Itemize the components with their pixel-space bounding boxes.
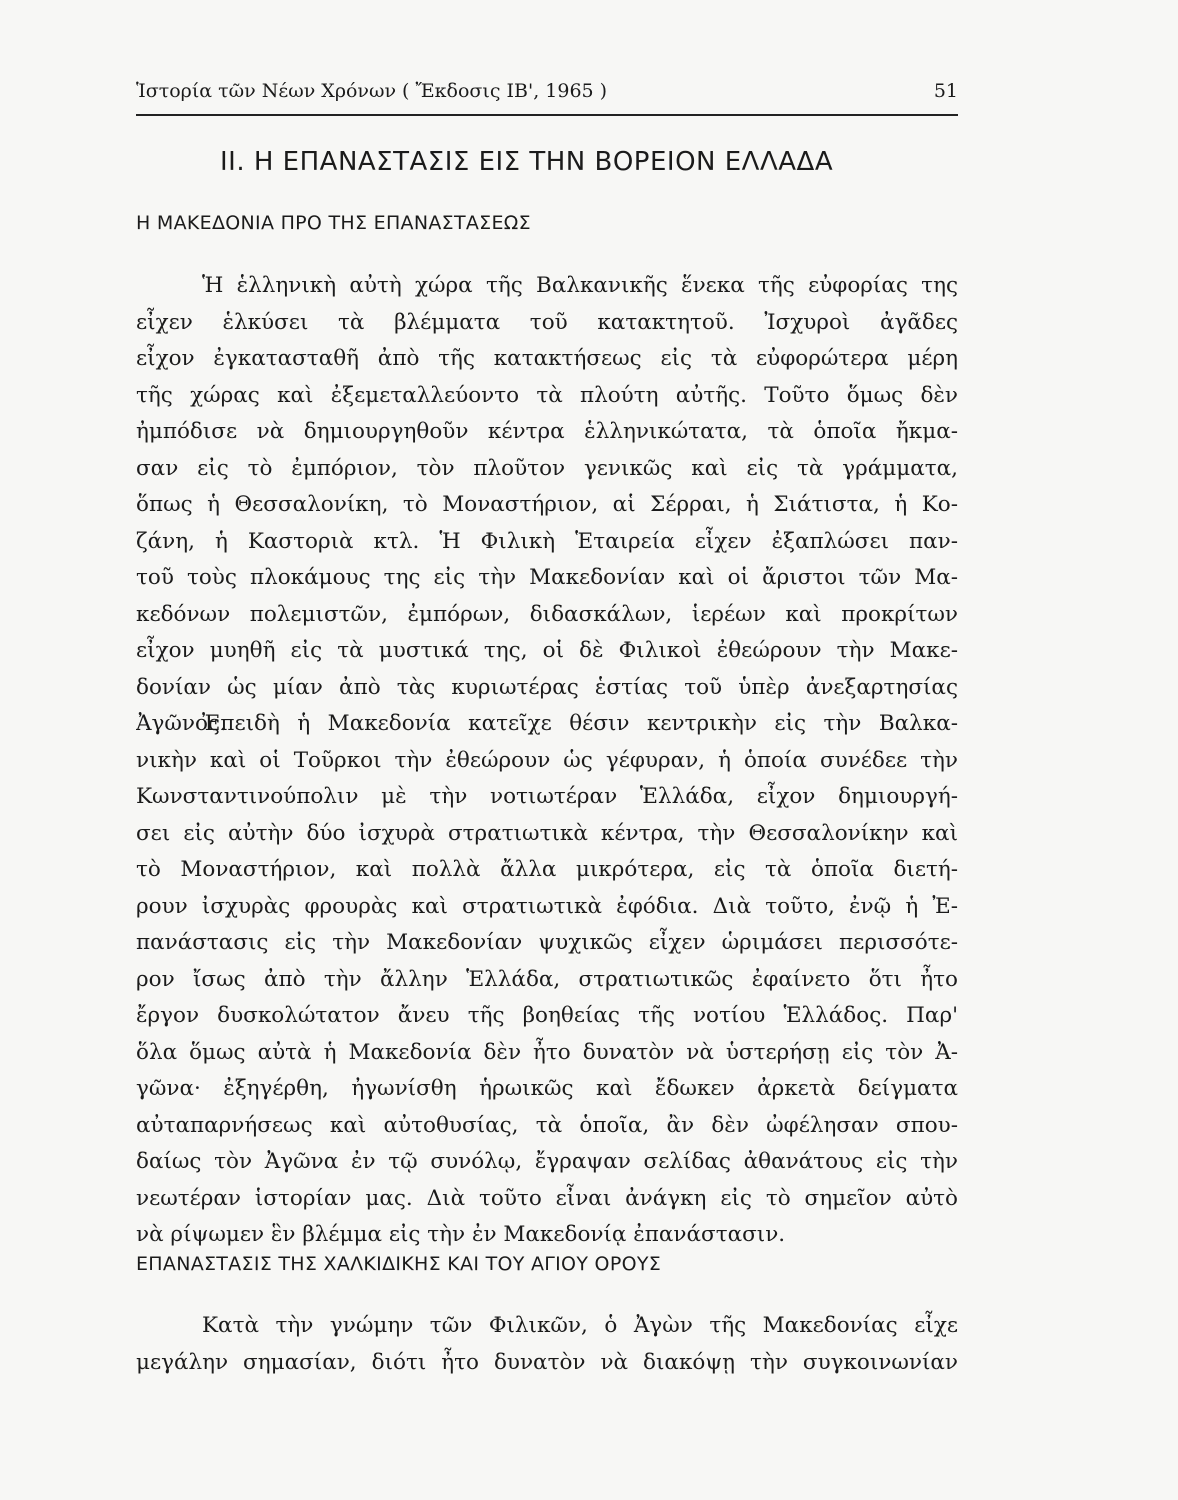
section-heading-chalkidiki: ΕΠΑΝΑΣΤΑΣΙΣ ΤΗΣ ΧΑΛΚΙΔΙΚΗΣ ΚΑΙ ΤΟΥ ΑΓΙΟΥ ΟΡΟΥΣ (136, 1253, 662, 1275)
text-line: ὅλα ὅμως αὐτὰ ἡ Μακεδονία δὲν ἦτο δυνατὸν νὰ ὑστερήσῃ εἰς τὸν Ἀ- (136, 1039, 958, 1065)
text-line: πανάστασις εἰς τὴν Μακεδονίαν ψυχικῶς εἶχεν ὡριμάσει περισσότε- (136, 930, 958, 955)
text-line: Κατὰ τὴν γνώμην τῶν Φιλικῶν, ὁ Ἀγὼν τῆς Μακεδονίας εἶχε (202, 1313, 958, 1338)
running-head (136, 80, 958, 110)
section-heading-macedonia: Η ΜΑΚΕΔΟΝΙΑ ΠΡΟ ΤΗΣ ΕΠΑΝΑΣΤΑΣΕΩΣ (136, 212, 531, 234)
text-line: αὐταπαρνήσεως καὶ αὐτοθυσίας, τὰ ὁποῖα, ἂν δὲν ὠφέλησαν σπου- (136, 1112, 958, 1138)
chapter-title: ΙΙ. Η ΕΠΑΝΑΣΤΑΣΙΣ ΕΙΣ ΤΗΝ ΒΟΡΕΙΟΝ ΕΛΛΑΔΑ (220, 147, 834, 177)
paragraph-1 (136, 268, 958, 743)
text-line: νικὴν καὶ οἱ Τοῦρκοι τὴν ἐθεώρουν ὡς γέφυραν, ἡ ὁποία συνέδεε τὴν (136, 747, 958, 773)
text-line: Κωνσταντινούπολιν μὲ τὴν νοτιωτέραν Ἑλλάδα, εἶχον δημιουργή- (136, 784, 958, 809)
text-line: ρον ἴσως ἀπὸ τὴν ἄλλην Ἑλλάδα, στρατιωτικῶς ἐφαίνετο ὅτι ἦτο (136, 966, 958, 992)
header-rule (136, 114, 958, 116)
text-line: μεγάλην σημασίαν, διότι ἦτο δυνατὸν νὰ διακόψῃ τὴν συγκοινωνίαν (136, 1349, 958, 1375)
text-line: νὰ ρίψωμεν ἓν βλέμμα εἰς τὴν ἐν Μακεδονίᾳ ἐπανάστασιν. (136, 1222, 786, 1247)
paragraph-2 (136, 706, 958, 1254)
text-line: κεδόνων πολεμιστῶν, ἐμπόρων, διδασκάλων, ἱερέων καὶ προκρίτων (136, 601, 958, 627)
text-line: ἔργον δυσκολώτατον ἄνευ τῆς βοηθείας τῆς νοτίου Ἑλλάδος. Παρ' (136, 1003, 958, 1028)
text-line: Ἐπειδὴ ἡ Μακεδονία κατεῖχε θέσιν κεντρικὴν εἰς τὴν Βαλκα- (202, 711, 958, 736)
paragraph-3 (136, 1308, 958, 1381)
text-line: τῆς χώρας καὶ ἐξεμεταλλεύοντο τὰ πλούτη αὐτῆς. Τοῦτο ὅμως δὲν (136, 382, 958, 408)
text-line: εἶχεν ἑλκύσει τὰ βλέμματα τοῦ κατακτητοῦ. Ἰσχυροὶ ἀγᾶδες (136, 309, 958, 335)
running-title: Ἱστορία τῶν Νέων Χρόνων ( Ἔκδοσις ΙΒ', 1965 ) (136, 80, 608, 102)
text-line: γῶνα· ἐξηγέρθη, ἠγωνίσθη ἡρωικῶς καὶ ἔδωκεν ἀρκετὰ δείγματα (136, 1076, 958, 1101)
page-number: 51 (933, 80, 958, 102)
text-line: σαν εἰς τὸ ἐμπόριον, τὸν πλοῦτον γενικῶς καὶ εἰς τὰ γράμματα, (136, 455, 958, 481)
text-line: ζάνη, ἡ Καστοριὰ κτλ. Ἡ Φιλικὴ Ἑταιρεία εἶχεν ἐξαπλώσει παν- (136, 528, 958, 554)
text-line: Ἀγῶνος. (136, 711, 227, 736)
text-line: τοῦ τοὺς πλοκάμους της εἰς τὴν Μακεδονίαν καὶ οἱ ἄριστοι τῶν Μα- (136, 565, 958, 590)
text-line: ὅπως ἡ Θεσσαλονίκη, τὸ Μοναστήριον, αἱ Σέρραι, ἡ Σιάτιστα, ἡ Κο- (136, 492, 958, 517)
text-line: σει εἰς αὐτὴν δύο ἰσχυρὰ στρατιωτικὰ κέντρα, τὴν Θεσσαλονίκην καὶ (136, 820, 958, 846)
text-line: Ἡ ἑλληνικὴ αὐτὴ χώρα τῆς Βαλκανικῆς ἕνεκα τῆς εὐφορίας της (202, 273, 958, 298)
text-line: εἶχον ἐγκατασταθῆ ἀπὸ τῆς κατακτήσεως εἰς τὰ εὐφορώτερα μέρη (136, 346, 958, 371)
text-line: ρουν ἰσχυρὰς φρουρὰς καὶ στρατιωτικὰ ἐφόδια. Διὰ τοῦτο, ἐνῷ ἡ Ἐ- (136, 893, 958, 919)
text-line: ἠμπόδισε νὰ δημιουργηθοῦν κέντρα ἑλληνικώτατα, τὰ ὁποῖα ἤκμα- (136, 419, 958, 444)
text-line: τὸ Μοναστήριον, καὶ πολλὰ ἄλλα μικρότερα, εἰς τὰ ὁποῖα διετή- (136, 857, 958, 882)
text-line: δονίαν ὡς μίαν ἀπὸ τὰς κυριωτέρας ἑστίας τοῦ ὑπὲρ ἀνεξαρτησίας (136, 674, 958, 700)
text-line: δαίως τὸν Ἀγῶνα ἐν τῷ συνόλῳ, ἔγραψαν σελίδας ἀθανάτους εἰς τὴν (136, 1149, 958, 1174)
text-line: νεωτέραν ἱστορίαν μας. Διὰ τοῦτο εἶναι ἀνάγκη εἰς τὸ σημεῖον αὐτὸ (136, 1185, 958, 1211)
text-line: εἶχον μυηθῆ εἰς τὰ μυστικά της, οἱ δὲ Φιλικοὶ ἐθεώρουν τὴν Μακε- (136, 638, 958, 663)
